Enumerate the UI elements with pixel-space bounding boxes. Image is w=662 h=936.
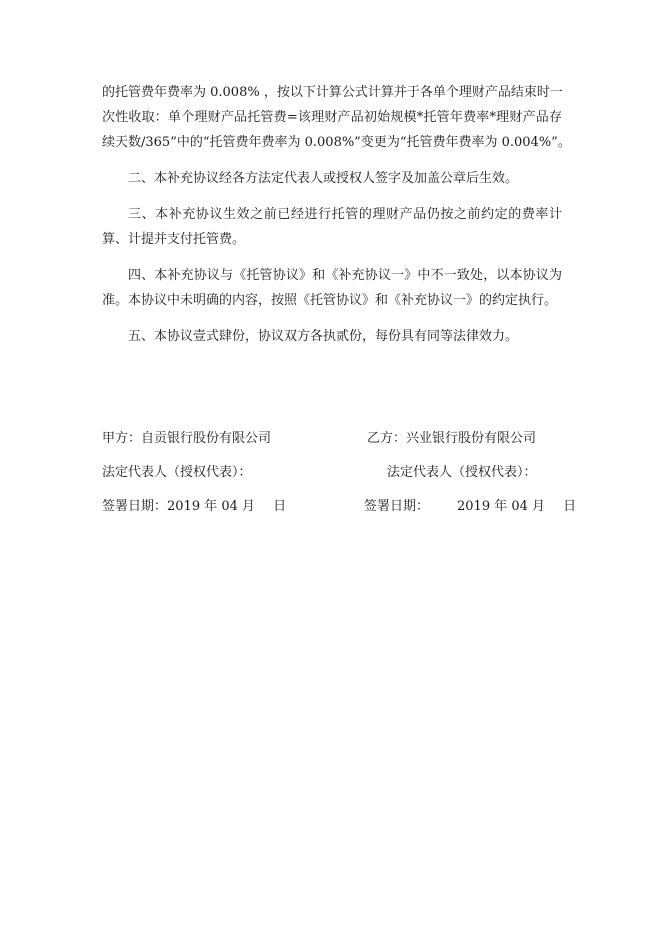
date-day: 日 (273, 499, 287, 514)
date-month: 04 月 (511, 499, 546, 514)
party-a-name: 甲方：自贡银行股份有限公司 (102, 431, 272, 446)
paragraph-line: 次性收取：单个理财产品托管费=该理财产品初始规模*托管年费率*理财产品存 (102, 110, 562, 125)
date-year: 2019 年 (167, 499, 218, 514)
date-day: 日 (563, 499, 577, 514)
clause-line: 五、本协议壹式肆份，协议双方各执贰份，每份具有同等法律效力。 (128, 329, 519, 344)
date-year: 2019 年 (457, 499, 508, 514)
signature-row-date (102, 495, 577, 529)
clause-effective (102, 166, 562, 191)
party-a-representative: 法定代表人（授权代表）： (102, 465, 252, 480)
clause-prior-products (102, 202, 562, 252)
agreement-body (102, 80, 571, 349)
date-label: 签署日期： (102, 499, 168, 514)
clause-precedence (102, 263, 562, 313)
clause-line: 三、本补充协议生效之前已经进行托管的理财产品仍按之前约定的费率计 (128, 207, 562, 222)
signature-block (102, 427, 577, 529)
paragraph-line: 的托管费年费率为 0.008% ，按以下计算公式计算并于各单个理财产品结束时一 (102, 85, 563, 100)
signature-row-representative (102, 461, 562, 495)
party-a-date (102, 495, 286, 519)
paragraph-line: 续天数/365”中的“托管费年费率为 0.008%”变更为“托管费年费率为 0.004%”。 (102, 135, 571, 150)
clause-line: 二、本补充协议经各方法定代表人或授权人签字及加盖公章后生效。 (128, 171, 519, 186)
clause-line: 算、计提并支付托管费。 (102, 232, 246, 247)
date-month: 04 月 (221, 499, 256, 514)
date-label: 签署日期： (364, 499, 430, 514)
clause-copies (102, 324, 562, 349)
party-b-name: 乙方：兴业银行股份有限公司 (367, 431, 537, 446)
clause-line: 四、本补充协议与《托管协议》和《补充协议一》中不一致处，以本协议为 (128, 268, 562, 283)
signature-row-party (102, 427, 562, 461)
party-b-representative: 法定代表人（授权代表）： (387, 465, 537, 480)
paragraph-fee-rate (102, 80, 571, 155)
clause-line: 准。本协议中未明确的内容，按照《托管协议》和《补充协议一》的约定执行。 (102, 293, 558, 308)
party-b-date (364, 495, 576, 519)
